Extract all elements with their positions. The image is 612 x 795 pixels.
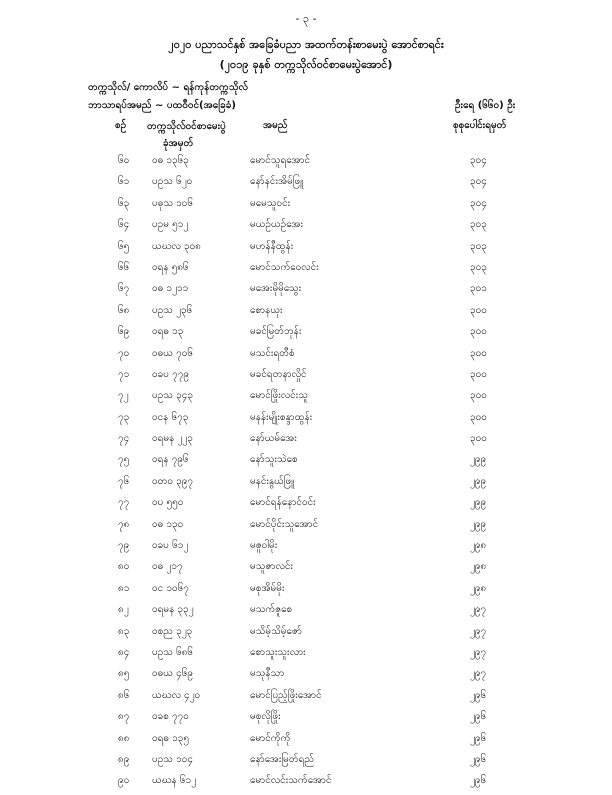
table-row	[0, 324, 612, 345]
row-number: ၉၀	[118, 775, 130, 787]
total-marks: ၂၉၉	[470, 518, 487, 530]
row-number: ၈၉	[118, 753, 130, 765]
student-name: မအေးမိုမိုသွေး	[250, 283, 302, 295]
table-row	[0, 538, 612, 559]
student-name: မောင်ဖြိုးလင်းသူ	[250, 390, 308, 402]
table-row	[0, 474, 612, 495]
student-name: မောင်ရန်နောင်ဝင်း	[250, 497, 316, 509]
table-row	[0, 174, 612, 195]
total-marks: ၂၉၉	[470, 497, 487, 509]
page-number: - ၃ -	[295, 12, 317, 25]
table-row	[0, 517, 612, 538]
row-number: ၇၂	[118, 390, 129, 402]
table-row	[0, 239, 612, 260]
roll-number: ပဥသ ၁၀၄	[152, 753, 193, 765]
roll-number: ဝဓယ ၄၆၉	[152, 668, 194, 680]
row-number: ၈၄	[118, 646, 130, 658]
roll-number: ဝတဝ ၃၉၇	[152, 475, 194, 487]
roll-number: ဝခစ ၇၇၀	[152, 711, 189, 723]
roll-number: ပဥသ ၃၄၃	[152, 390, 193, 402]
row-number: ၇၆	[118, 475, 130, 487]
roll-number: ယဃန ၆၁၂	[152, 775, 196, 787]
roll-number: ယဃလ ၄၂၀	[152, 689, 201, 701]
roll-number: ဝရဓ ၁၃၅	[152, 732, 190, 744]
subject-line: ဘာသာရပ်အမည် ~ ပထဝီဝင်(အခြေခံ)	[88, 100, 236, 111]
total-marks: ၃၀၀	[470, 390, 487, 402]
roll-number: ဝစည ၃၂၃	[152, 625, 193, 637]
table-row	[0, 431, 612, 452]
student-name: မသုနီသာ	[250, 668, 285, 680]
total-marks: ၂၉၇	[470, 625, 487, 637]
column-header-roll-line2: ခုံအမှတ်	[163, 138, 194, 149]
total-marks: ၂၉၇	[470, 668, 487, 680]
roll-number: ဝပ ၅၅၀	[152, 497, 184, 509]
roll-number: ဝရမန ၂၂၃	[152, 433, 193, 445]
total-marks: ၂၉၆	[470, 732, 487, 744]
roll-number: ဝရန ၇၉၆	[152, 454, 189, 466]
row-number: ၇၃	[118, 411, 130, 423]
table-row	[0, 153, 612, 174]
row-number: ၈၂	[118, 604, 129, 616]
column-header-no: စဉ်	[115, 120, 127, 131]
roll-number: ဝဓယ ၇၀၆	[152, 347, 194, 359]
student-name: မခင်ရတနာလှိုင်	[250, 368, 307, 380]
university-line: တက္ကသိုလ်/ ကောလိပ် ~ ရန်ကုန်တက္ကသိုလ်	[88, 82, 248, 93]
student-name: မစုအိမ်မိုး	[250, 582, 285, 594]
total-marks: ၂၉၇	[470, 604, 487, 616]
results-table	[0, 153, 612, 795]
row-number: ၇၇	[118, 497, 130, 509]
student-name: နော်နင်းအိမ်ဖြူ	[250, 176, 304, 188]
roll-number: ဝငန ၆၇၃	[152, 411, 189, 423]
roll-number: ပဥသ ၂၃၆	[152, 304, 193, 316]
table-row	[0, 624, 612, 645]
total-marks: ၃၀၀	[470, 411, 487, 423]
total-marks: ၃၀၀	[470, 304, 487, 316]
row-number: ၈၈	[118, 732, 130, 744]
table-row	[0, 495, 612, 516]
total-marks: ၃၀၀	[470, 326, 487, 338]
table-row	[0, 260, 612, 281]
table-row	[0, 752, 612, 773]
row-number: ၈၀	[118, 561, 130, 573]
table-row	[0, 410, 612, 431]
total-marks: ၂၉၆	[470, 689, 487, 701]
student-name: မနင်းနွယ်ဖြူ	[250, 475, 295, 487]
total-marks: ၂၉၇	[470, 646, 487, 658]
student-name: မဟန်နီထွန်း	[250, 240, 294, 252]
total-marks: ၂၉၈	[470, 540, 487, 552]
table-row	[0, 388, 612, 409]
row-number: ၇၅	[118, 454, 130, 466]
student-name: မခင်မြတ်ဘုန်း	[250, 326, 302, 338]
total-marks: ၃၀၃	[470, 240, 487, 252]
student-name: မောင်လင်းသက်အောင်	[250, 775, 332, 787]
row-number: ၆၁	[118, 176, 130, 188]
student-name: မသူဇာလင်း	[250, 561, 293, 573]
column-header-roll	[147, 118, 226, 152]
total-marks: ၃၀၁	[470, 283, 487, 295]
total-marks: ၂၉၉	[470, 475, 487, 487]
total-marks: ၃၀၄	[470, 176, 487, 188]
roll-number: ယဃလ ၃၀၈	[152, 240, 201, 252]
table-row	[0, 196, 612, 217]
student-name: စောနယုး	[250, 304, 283, 316]
table-row	[0, 602, 612, 623]
roll-number: ဝရဓ ၁၃	[152, 326, 184, 338]
table-row	[0, 281, 612, 302]
student-name: မသက်ဇူစေ	[250, 604, 293, 616]
student-name: မမေသူဝင်း	[250, 197, 291, 209]
row-number: ၈၇	[118, 711, 130, 723]
roll-number: ဝဓ ၁၂၁၁	[152, 283, 189, 295]
total-marks: ၃၀၀	[470, 368, 487, 380]
table-row	[0, 581, 612, 602]
total-marks: ၃၀၃	[470, 261, 487, 273]
quota-line: ဦးရေ (၆၆၀) ဦး	[455, 100, 516, 111]
roll-number: ဝရမန ၃၃၂	[152, 604, 194, 616]
roll-number: ဝခပ ၆၁၂	[152, 540, 189, 552]
student-name: မောင်သူရအောင်	[250, 155, 311, 166]
row-number: ၈၆	[118, 689, 130, 701]
student-name: မောင်ပြည့်ဖြိုးအောင်	[250, 689, 322, 701]
student-name: စောသူးသူးလား	[250, 646, 306, 658]
roll-number: ဝဓ ၁၃၀	[152, 518, 184, 530]
student-name: မသိမ့်သိမ့်ဇော်	[250, 625, 302, 637]
row-number: ၆၈	[118, 304, 130, 316]
roll-number: ဝရန ၅၈၆	[152, 261, 189, 273]
total-marks: ၃၀၀	[470, 347, 487, 359]
roll-number: ပဥသ ၆၈၆	[152, 646, 194, 658]
total-marks: ၂၉၈	[470, 561, 487, 573]
roll-number: ဝခပ ၇၇၉	[152, 368, 189, 380]
total-marks: ၂၉၆	[470, 711, 487, 723]
row-number: ၆၅	[118, 240, 130, 252]
column-header-marks: စုစုပေါင်းရမှတ်	[453, 120, 507, 131]
table-row	[0, 346, 612, 367]
table-row	[0, 559, 612, 580]
total-marks: ၂၉၈	[470, 582, 487, 594]
row-number: ၇၀	[118, 347, 130, 359]
total-marks: ၂၉၆	[470, 775, 487, 787]
table-row	[0, 731, 612, 752]
table-row	[0, 217, 612, 238]
student-name: နော်အေးမြတ်ရည်	[250, 753, 315, 765]
row-number: ၆၉	[118, 326, 130, 338]
total-marks: ၃၀၀	[470, 433, 487, 445]
row-number: ၆၄	[118, 219, 130, 231]
roll-number: ဝင ၁၀၆၇	[152, 582, 189, 594]
table-row	[0, 688, 612, 709]
row-number: ၇၉	[118, 540, 130, 552]
row-number: ၇၈	[118, 518, 130, 530]
row-number: ၈၃	[118, 625, 130, 637]
row-number: ၈၅	[118, 668, 130, 680]
student-name: မဇူဝါမိုး	[250, 540, 278, 552]
row-number: ၇၁	[118, 368, 130, 380]
total-marks: ၃၀၄	[470, 155, 487, 166]
table-row	[0, 303, 612, 324]
roll-number: ပဥမ ၅၁၂	[152, 219, 189, 231]
roll-number: ဝဓ ၁၃၆၃	[152, 155, 189, 166]
row-number: ၆၇	[118, 283, 130, 295]
column-header-roll-line1: တက္ကသိုလ်ဝင်စာမေးပွဲ	[147, 121, 226, 132]
table-row	[0, 367, 612, 388]
row-number: ၆၀	[118, 155, 130, 166]
student-name: နော်သူးသဲစေ	[250, 454, 298, 466]
roll-number: ပဥသ ၆၂၀	[152, 176, 193, 188]
total-marks: ၂၉၉	[470, 454, 487, 466]
roll-number: ပဓုသ ၁၀၆	[152, 197, 194, 209]
student-name: မောင်ကိုကို	[250, 732, 291, 744]
roll-number: ဝဓ ၂၁၇	[152, 561, 183, 573]
document-subtitle: (၂၀၁၉ ခုနှစ် တက္ကသိုလ်ဝင်စာမေးပွဲအောင်)	[219, 58, 393, 71]
document-title: ၂၀၂၀ ပညာသင်နှစ် အခြေခံပညာ အထက်တန်းစာမေးပွဲ အောင်စာရင်း	[168, 38, 444, 51]
table-row	[0, 666, 612, 687]
column-header-name: အမည်	[263, 120, 288, 131]
student-name: မသင်းရတီစံ	[250, 347, 295, 359]
total-marks: ၃၀၄	[470, 197, 487, 209]
row-number: ၆၆	[118, 261, 130, 273]
table-row	[0, 645, 612, 666]
student-name: မောင်သက်ဝေလင်း	[250, 261, 319, 273]
row-number: ၇၄	[118, 433, 130, 445]
student-name: နော်ယမ်အေး	[250, 433, 297, 445]
row-number: ၈၁	[118, 582, 130, 594]
table-row	[0, 709, 612, 730]
student-name: မယဉ်ယဉ်အေး	[250, 219, 303, 231]
student-name: မောင်ပိုင်းသူအောင်	[250, 518, 319, 530]
row-number: ၆၃	[118, 197, 130, 209]
total-marks: ၂၉၆	[470, 753, 487, 765]
student-name: မစုလိုဖြိုး	[250, 711, 281, 723]
table-row	[0, 452, 612, 473]
total-marks: ၃၀၃	[470, 219, 487, 231]
student-name: မနန်းမျိုးစန္ဒာထွန်း	[250, 411, 313, 423]
